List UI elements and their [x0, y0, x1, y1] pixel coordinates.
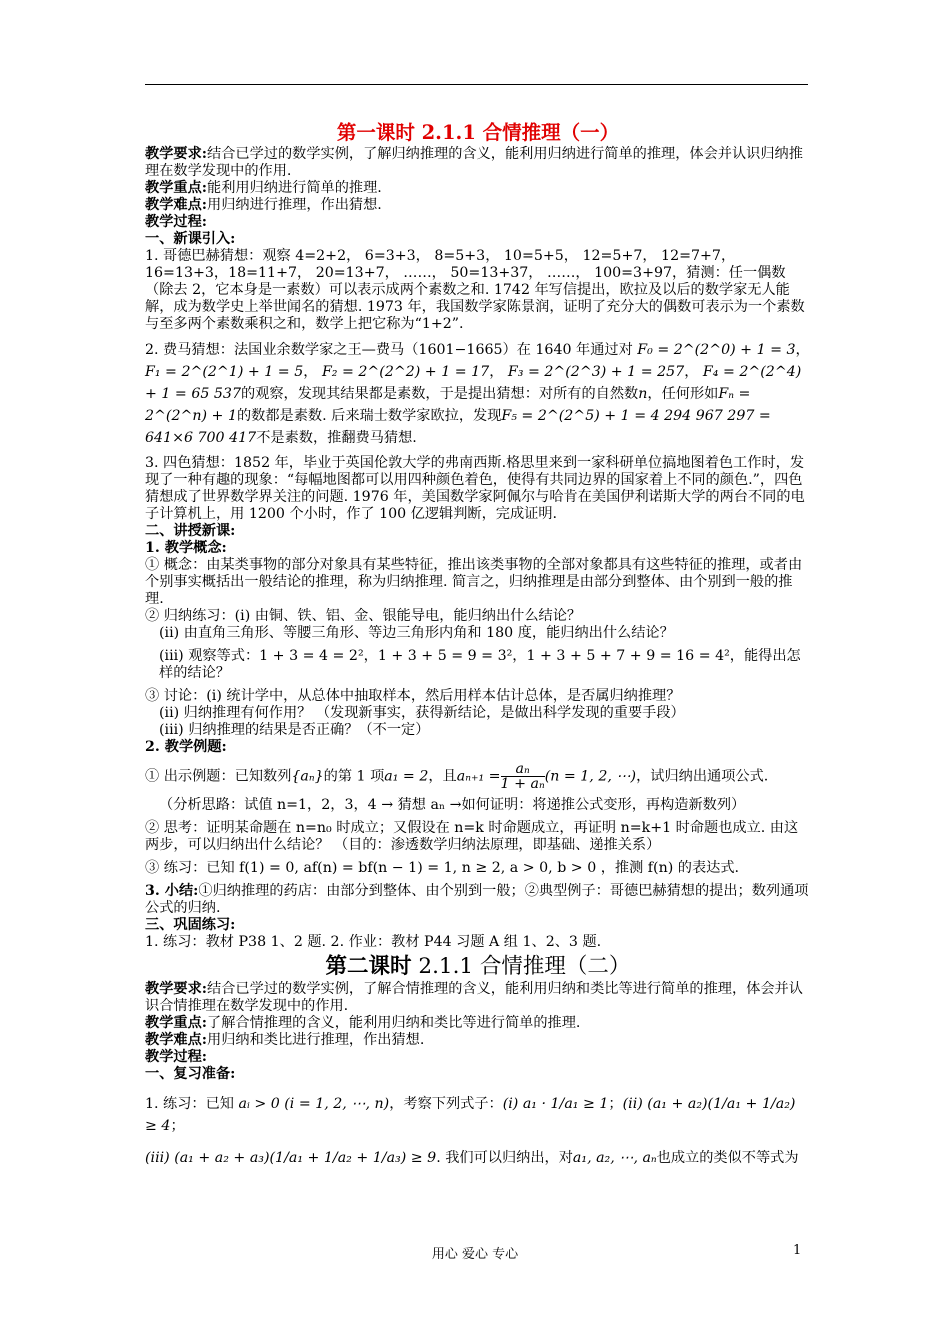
inequality-i: (i) a₁ · 1/a₁ ≥ 1: [502, 1096, 609, 1112]
review-text-a: 1. 练习：已知: [145, 1096, 234, 1112]
lesson1-title: 第一课时 2.1.1 合情推理（一）: [336, 121, 620, 144]
practice-iii: (iii) 观察等式：1 + 3 = 4 = 2²，1 + 3 + 5 = 9 = 3²，1 + 3 + 5 + 7 + 9 = 16 = 4²，能得出怎样的结论？: [159, 648, 801, 681]
example1-text-a: ① 出示例题：已知数列: [145, 768, 292, 785]
review-line2: [145, 1147, 811, 1169]
footer-slogan: 用心 爱心 专心: [431, 1247, 519, 1262]
recurrence-fraction: [501, 762, 545, 791]
key-label: 教学重点:: [145, 180, 207, 196]
diff2-text: 用归纳和类比进行推理，作出猜想.: [207, 1032, 425, 1048]
fermat-n: n: [638, 386, 648, 402]
example2: ② 思考：证明某命题在 n=n₀ 时成立；又假设在 n=k 时命题成立，再证明 n=k+1 时命题也成立. 由这两步，可以归纳出什么结论？ （目的：渗透数学归纳法原理，即基础、递推关系）: [145, 820, 799, 853]
review-text-d: 也成立的类似不等式为: [656, 1150, 799, 1166]
recurrence-range: (n = 1, 2, ⋯): [544, 768, 637, 785]
lesson2-process: 教学过程:: [145, 1049, 207, 1065]
fermat-text-c: ，任何形如: [647, 386, 719, 402]
practice-ii: (ii) 由直角三角形、等腰三角形、等边三角形内角和 180 度，能归纳出什么结论？: [159, 625, 674, 641]
concept-definition: ① 概念：由某类事物的部分对象具有某些特征，推出该类事物的全部对象都具有这些特征的推理，或者由个别事实概括出一般结论的推理，称为归纳推理. 简言之，归纳推理是由部分到整体、由个别到一般的推理.: [145, 557, 803, 607]
section2-heading: 二、讲授新课:: [145, 523, 236, 539]
example1-text-c: ，且: [428, 768, 457, 785]
page-number: 1: [793, 1243, 802, 1258]
sep-1: ；: [608, 1096, 623, 1112]
fermat-f0: F₀ = 2^(2^0) + 1 = 3: [637, 342, 796, 358]
fraction-numerator: aₙ: [501, 762, 545, 777]
a1-value: a₁ = 2: [384, 768, 429, 785]
fermat-f2: F₂ = 2^(2^2) + 1 = 17: [321, 364, 490, 380]
fermat-text-b: 的观察，发现其结果都是素数，于是提出猜想：对所有的自然数: [240, 386, 639, 402]
fermat-text-a: 2. 费马猜想：法国业余数学家之王—费马（1601−1665）在 1640 年通过对: [145, 342, 633, 358]
review-text-c: . 我们可以归纳出，对: [436, 1150, 573, 1166]
key-text: 能利用归纳进行简单的推理.: [207, 180, 382, 196]
example1-text-b: 的第 1 项: [323, 768, 385, 785]
concept-heading: 1. 教学概念:: [145, 540, 227, 556]
diff-text: 用归纳进行推理，作出猜想.: [207, 197, 382, 213]
fermat-text-d: 的数都是素数. 后来瑞士数学家欧拉，发现: [236, 408, 502, 424]
summary-label: 3. 小结:: [145, 883, 199, 899]
section3-heading: 三、巩固练习:: [145, 917, 236, 933]
fermat-fn: Fₙ = 2^(2^n) + 1: [145, 386, 751, 424]
discussion-ii: (ii) 归纳推理有何作用？ （发现新事实，获得新结论，是做出科学发现的重要手段）: [159, 705, 685, 721]
lesson1-difficulty: [145, 197, 811, 214]
lesson2-title: [145, 953, 811, 981]
four-color-paragraph: 3. 四色猜想：1852 年，毕业于英国伦敦大学的弗南西斯.格思里来到一家科研单位搞地图着色工作时，发现了一种有趣的现象：“每幅地图都可以用四种颜色着色，使得有共同边界的国家着上不同的颜色.”，四色猜想成了世界数学界关注的问题. 1976 年，美国数学家阿佩尔与哈肯在美国伊利诺斯大学的两台不同的电子计算机上，用 1200 个小时，作了 100 亿逻辑判断，完成证明.: [145, 455, 805, 522]
req-text: 结合已学过的数学实例，了解归纳推理的含义，能利用归纳进行简单的推理，体会并认识归纳推理在数学发现中的作用.: [145, 146, 803, 179]
review-line1: [145, 1093, 811, 1137]
analysis-hint: （分析思路：试值 n=1，2，3，4 → 猜想 aₙ →如何证明：将递推公式变形，再构造新数列）: [159, 797, 746, 813]
fraction-denominator: 1 + aₙ: [500, 776, 545, 792]
example3: ③ 练习：已知 f(1) = 0, af(n) = bf(n − 1) = 1, n ≥ 2, a > 0, b > 0 ，推测 f(n) 的表达式.: [145, 860, 740, 876]
summary-text: ①归纳推理的药店：由部分到整体、由个别到一般；②典型例子：哥德巴赫猜想的提出；数列通项公式的归纳.: [145, 883, 809, 916]
lesson2-key: [145, 1015, 811, 1032]
req-label: 教学要求:: [145, 146, 207, 162]
document-body: [145, 120, 811, 1169]
lesson2-title-rest: 2.1.1 合情推理（二）: [411, 954, 631, 979]
lesson2-title-bold: 第二课时: [325, 954, 412, 979]
discussion-i: ③ 讨论：(i) 统计学中，从总体中抽取样本，然后用样本估计总体，是否属归纳推理？: [145, 688, 681, 704]
diff2-label: 教学难点:: [145, 1032, 207, 1048]
example1: [145, 762, 811, 791]
req2-label: 教学要求:: [145, 981, 207, 997]
summary: [145, 883, 811, 917]
fermat-f5: F₅ = 2^(2^5) + 1 = 4 294 967 297 = 641×6 700 417: [145, 408, 771, 446]
discussion-iii: (iii) 归纳推理的结果是否正确？（不一定）: [159, 722, 430, 738]
recurrence-lhs: aₙ₊₁ =: [456, 768, 501, 785]
diff-label: 教学难点:: [145, 197, 207, 213]
goldbach-paragraph: 1. 哥德巴赫猜想：观察 4=2+2， 6=3+3， 8=5+3， 10=5+5， 12=5+7， 12=7+7， 16=13+3，18=11+7， 20=13+7， ……， 50=13+37， ……， 100=3+97，猜测：任一偶数（除去 2，它本身是一素数）可以表示成两个素数之和. 1742 年写信提出，欧拉及以后的数学家无人能解，成为数学史上举世闻名的猜想. 1973 年，我国数学家陈景润，证明了充分大的偶数可表示为一个素数与至多两个素数乘积之和，数学上把它称为“1+2”.: [145, 248, 805, 332]
header-rule: [145, 84, 808, 85]
fermat-text-e: 不是素数，推翻费马猜想.: [256, 430, 417, 446]
review-heading: 一、复习准备:: [145, 1066, 236, 1082]
lesson1-requirements: [145, 146, 811, 180]
key2-label: 教学重点:: [145, 1015, 207, 1031]
fermat-f3: F₃ = 2^(2^3) + 1 = 257: [507, 364, 685, 380]
fermat-f4: F₄ = 2^(2^4) + 1 = 65 537: [145, 364, 802, 402]
req2-text: 结合已学过的数学实例，了解合情推理的含义，能利用归纳和类比等进行简单的推理，体会并认识合情推理在数学发现中的作用.: [145, 981, 803, 1014]
lesson2-requirements: [145, 981, 811, 1015]
lesson2-difficulty: [145, 1032, 811, 1049]
example1-text-d: ，试归纳出通项公式.: [636, 768, 769, 785]
lesson1-process: 教学过程:: [145, 214, 207, 230]
fermat-paragraph: 2. 费马猜想：法国业余数学家之王—费马（1601−1665）在 1640 年通过对 F₀ = 2^(2^0) + 1 = 3， F₁ = 2^(2^1) + 1 = 5， F₂ = 2^(2^2) + 1 = 17， F₃ = 2^(2^3) + 1 = 257， F₄ = 2^(2^4) + 1 = 65 537的观察，发现其结果都是素数，于是提出猜想：对所有的自然数n，任何形如Fₙ = 2^(2^n) + 1的数都是素数. 后来瑞士数学家欧拉，发现F₅ = 2^(2^5) + 1 = 4 294 967 297 = 641×6 700 417不是素数，推翻费马猜想.: [145, 342, 810, 446]
a-sequence: a₁, a₂, ⋯, aₙ: [572, 1150, 657, 1166]
ai-condition: aᵢ > 0 (i = 1, 2, ⋯, n): [238, 1096, 390, 1112]
examples-heading: 2. 教学例题:: [145, 739, 227, 755]
inequality-iii: (iii) (a₁ + a₂ + a₃)(1/a₁ + 1/a₂ + 1/a₃) ≥ 9: [145, 1150, 437, 1166]
sequence-an: {aₙ}: [291, 768, 324, 785]
exercises: 1. 练习：教材 P38 1、2 题. 2. 作业：教材 P44 习题 A 组 1、2、3 题.: [145, 934, 602, 950]
section1-heading: 一、新课引入:: [145, 231, 236, 247]
sep-2: ；: [170, 1118, 185, 1134]
lesson1-key: [145, 180, 811, 197]
fermat-f1: F₁ = 2^(2^1) + 1 = 5: [145, 364, 304, 380]
practice-i: ② 归纳练习：(i) 由铜、铁、铝、金、银能导电，能归纳出什么结论？: [145, 608, 582, 624]
key2-text: 了解合情推理的含义，能利用归纳和类比等进行简单的推理.: [207, 1015, 581, 1031]
inequality-ii: (ii) (a₁ + a₂)(1/a₁ + 1/a₂) ≥ 4: [145, 1096, 796, 1134]
review-text-b: ，考察下列式子：: [389, 1096, 503, 1112]
